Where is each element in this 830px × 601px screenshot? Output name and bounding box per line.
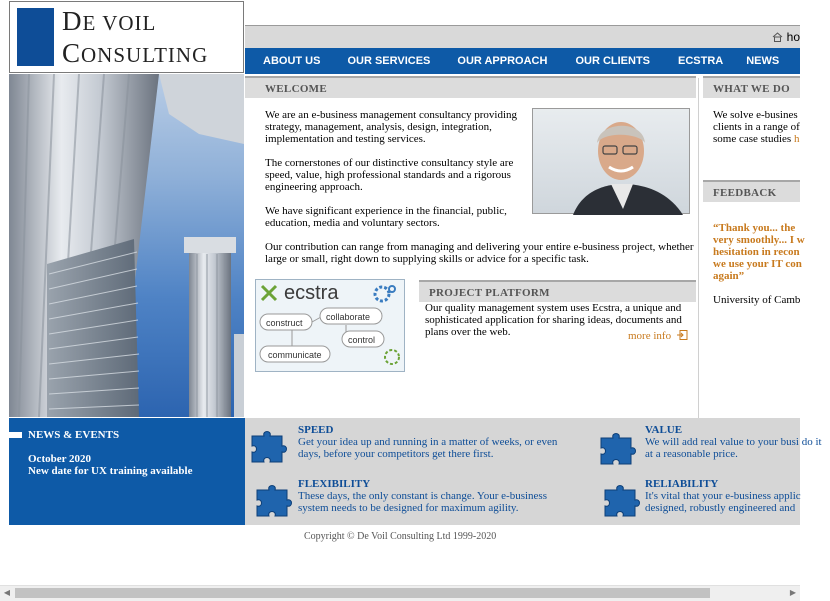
logo-line-2-rest: ONSULTING <box>81 43 209 67</box>
welcome-paragraph-1: We are an e-business management consultancy providing strategy, management, analysis, design, integration, implementation and testing services. <box>265 109 518 145</box>
nav-ecstra[interactable]: ECSTRA <box>678 55 724 67</box>
feedback-heading: FEEDBACK <box>703 180 800 202</box>
nav-our-clients[interactable]: OUR CLIENTS <box>575 55 650 67</box>
logo-line-2: CONSULTING <box>62 38 209 68</box>
logo-text-source-2 <box>10 2 11 3</box>
consultant-photo <box>532 108 690 214</box>
feedback-quote-line-3: hesitation in recon <box>713 246 800 258</box>
project-platform-heading: PROJECT PLATFORM <box>419 280 696 302</box>
news-events-panel <box>9 418 245 525</box>
scroll-left-arrow-icon[interactable]: ◀ <box>3 588 11 597</box>
what-we-do-line-3 <box>713 133 800 145</box>
top-utility-bar <box>245 25 800 48</box>
ecstra-word-control: control <box>348 335 376 345</box>
logo-line-1: DE VOIL <box>62 6 157 36</box>
more-info-link[interactable] <box>628 330 688 342</box>
feature-reliability-text: It's vital that your e-business applic designed, robustly engineered and <box>645 490 801 514</box>
column-divider <box>698 78 699 418</box>
ecstra-word-communicate: communicate <box>268 350 322 360</box>
more-info-label: more info <box>628 330 672 342</box>
nav-about-us[interactable]: ABOUT US <box>263 55 321 67</box>
consultant-photo-illustration <box>533 109 691 215</box>
feature-speed <box>298 424 578 460</box>
copyright-notice: Copyright © De Voil Consulting Ltd 1999-2020 <box>304 531 497 542</box>
logo-square <box>17 8 54 66</box>
project-platform-text: Our quality management system uses Ecstra, a unique and sophisticated application for sharing ideas, documents and plans over the web. <box>425 302 682 338</box>
ecstra-logo[interactable] <box>255 279 405 372</box>
home-link[interactable] <box>772 30 800 44</box>
welcome-paragraph-2: The cornerstones of our distinctive consultancy style are speed, value, high professional standards and a rigorous engineering approach. <box>265 157 514 193</box>
nav-our-services[interactable]: OUR SERVICES <box>347 55 431 67</box>
welcome-paragraph-4: Our contribution can range from managing and delivering your entire e-business project, whether large or small, right down to supplying skills or advice for a specific task. <box>265 241 694 265</box>
company-logo[interactable] <box>9 1 244 73</box>
logo-text-source-1 <box>10 2 11 3</box>
horizontal-scrollbar[interactable] <box>0 585 800 601</box>
features-panel <box>245 418 822 525</box>
hero-columns-image <box>9 74 244 417</box>
ecstra-logo-name: ecstra <box>284 282 339 304</box>
nav-our-approach[interactable]: OUR APPROACH <box>457 55 548 67</box>
scroll-right-arrow-icon[interactable]: ▶ <box>789 588 797 597</box>
welcome-paragraph-3: We have significant experience in the financial, public, education, media and voluntary sectors. <box>265 205 507 229</box>
hero-columns-illustration <box>9 74 244 417</box>
feedback-quote-line-5: again” <box>713 270 745 282</box>
puzzle-piece-icon <box>603 482 647 518</box>
feature-flexibility-title: FLEXIBILITY <box>298 478 371 490</box>
what-we-do-line-1: We solve e-busines <box>713 109 798 121</box>
feature-value-text: We will add real value to your busi do it at a reasonable price. <box>645 436 822 460</box>
main-navigation <box>245 48 800 74</box>
puzzle-piece-icon <box>250 428 294 464</box>
feature-speed-text: Get your idea up and running in a matter of weeks, or even days, before your competitors get there first. <box>298 436 558 460</box>
feedback-quote-line-1: “Thank you... the <box>713 222 796 234</box>
feature-reliability <box>645 478 800 514</box>
what-we-do-heading: WHAT WE DO <box>703 76 800 98</box>
feature-flexibility <box>298 478 578 514</box>
puzzle-piece-icon <box>599 430 643 466</box>
feature-value <box>645 424 822 460</box>
feature-flexibility-text: These days, the only constant is change. Your e-business system needs to be designed for maximum agility. <box>298 490 547 514</box>
what-we-do-line-2: clients in a range of <box>713 121 800 133</box>
what-we-do-text <box>713 109 800 145</box>
home-link-label: ho <box>786 30 800 44</box>
case-studies-link[interactable]: h <box>793 133 800 145</box>
logo-line-1-rest: E VOIL <box>82 11 157 35</box>
feature-speed-title: SPEED <box>298 424 334 436</box>
feedback-quote-line-4: we use your IT con <box>713 258 802 270</box>
ecstra-word-collaborate: collaborate <box>326 312 371 322</box>
news-bullet <box>9 432 22 438</box>
more-info-arrow-icon <box>677 330 688 340</box>
news-date: October 2020 <box>28 453 92 465</box>
feedback-quote-line-2: very smoothly... I w <box>713 234 805 246</box>
home-icon <box>772 32 783 42</box>
nav-news[interactable]: NEWS <box>746 55 780 67</box>
feedback-quote <box>713 222 805 282</box>
feedback-source: University of Camb <box>713 294 801 306</box>
ecstra-word-construct: construct <box>266 318 303 328</box>
what-we-do-line-3-text: some case studies <box>713 133 794 145</box>
news-events-heading: NEWS & EVENTS <box>28 429 120 441</box>
news-item-link[interactable]: New date for UX training available <box>28 465 193 477</box>
scrollbar-thumb[interactable] <box>15 588 710 598</box>
feature-value-title: VALUE <box>645 424 683 436</box>
feature-reliability-title: RELIABILITY <box>645 478 719 490</box>
puzzle-piece-icon <box>255 482 299 518</box>
welcome-heading: WELCOME <box>245 76 696 98</box>
